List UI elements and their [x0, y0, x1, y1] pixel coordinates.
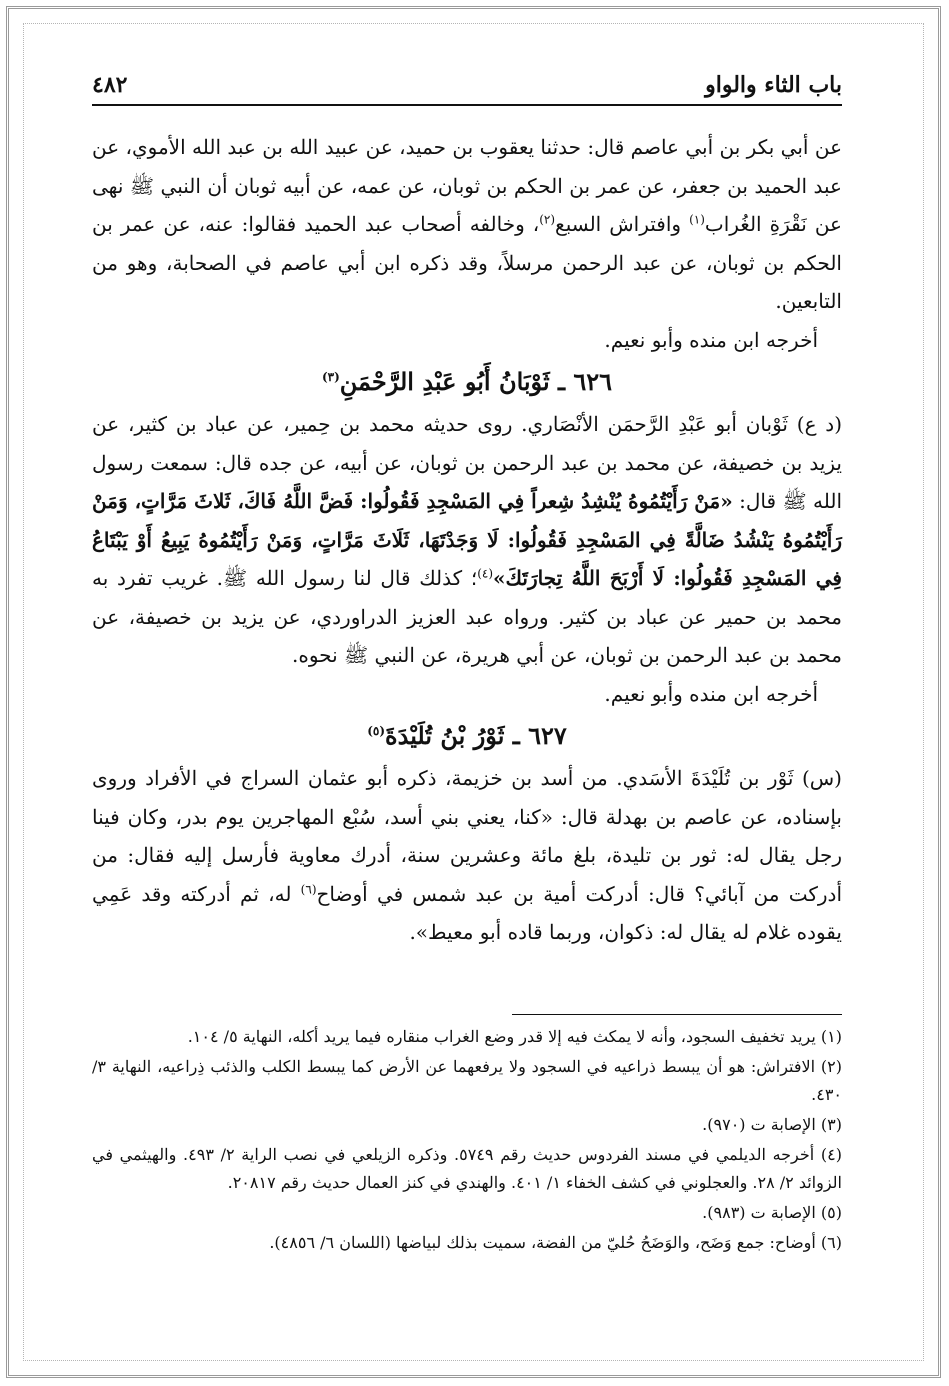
paragraph-3-text: (س) ثَوْر بن تُلَيْدَةَ الأسَدي. من أسد بن خزيمة، ذكره أبو عثمان السراج في الأفراد وروى بإسناده، عن عاصم بن بهدلة قال: «كنا، يعني بني أسد، سُبْع المهاجرين يوم بدر، وكان فينا رجل يقال له: ثور بن تليدة، بلغ مائة وعشرين سنة، أدرك معاوية فأرسل إليه فقال: من أدركت من آبائي؟ قال: أدركت أمية بن عبد شمس في أوضاح [92, 766, 842, 906]
paragraph-2 [92, 405, 842, 675]
source-note-2: أخرجه ابن منده وأبو نعيم. [604, 681, 818, 706]
paragraph-1-mid: وافتراش السبع [555, 212, 690, 236]
footnote-4: (٤) أخرجه الديلمي في مسند الفردوس حديث رقم ٥٧٤٩. وذكره الزيلعي في نصب الراية ٢/ ٤٩٣. والهيثمي في الزوائد ٢/ ٢٨. والعجلوني في كشف الخفاء ١/ ٤٠١. والهندي في كنز العمال حديث رقم ٢٠٨١٧. [92, 1144, 843, 1192]
footnote-ref-5: (٥) [367, 724, 386, 738]
footnote-3: (٣) الإصابة ت (٩٧٠). [702, 1114, 842, 1134]
footnote-ref-3: (٣) [321, 370, 340, 384]
book-page [92, 70, 842, 1259]
footnote-ref-2: (٢) [539, 212, 556, 227]
paragraph-2-text: (د ع) ثَوْبان أبو عَبْدِ الرَّحمَن الأنْصَاري. روى حديثه محمد بن حِمير، عن عباد بن كثير، عن يزيد بن خصيفة، عن محمد بن عبد الرحمن بن ثوبان، عن أبيه، عن جده قال: سمعت رسول الله ﷺ قال: [92, 412, 842, 513]
source-note-1: أخرجه ابن منده وأبو نعيم. [604, 327, 818, 352]
page-header [92, 70, 842, 106]
footnote-ref-6: (٦) [300, 881, 317, 896]
footnote-ref-4: (٤) [477, 566, 494, 581]
entry-626-title [92, 361, 842, 403]
main-text [92, 128, 842, 952]
footnote-ref-1: (١) [689, 212, 705, 227]
page-number: ٤٨٢ [92, 72, 128, 98]
paragraph-1-end: ، وخالفه أصحاب عبد الحميد فقالوا: عنه، عن عمر بن الحكم بن ثوبان، عن عبد الرحمن مرسلاً، وقد ذكره ابن أبي عاصم في الصحابة، وهو من التابعين. [92, 212, 842, 313]
paragraph-1-text: عن أبي بكر بن أبي عاصم قال: حدثنا يعقوب بن حميد، عن عبيد الله بن عبد الله الأموي، عن عبد الحميد بن جعفر، عن عمر بن الحكم بن ثوبان، عن عمه، عن أبيه ثوبان أن النبي ﷺ نهى عن نَقْرَةِ الغُراب [92, 135, 842, 236]
entry-627-title [92, 715, 842, 757]
footnotes [92, 1023, 842, 1257]
chapter-title: باب الثاء والواو [705, 72, 842, 98]
paragraph-3-end: له، ثم أدركته وقد عَمِي يقوده غلام له يقال له: ذكوان، وربما قاده أبو معيط». [92, 881, 842, 944]
paragraph-2-end: ؛ كذلك قال لنا رسول الله ﷺ. غريب تفرد به محمد بن حمير عن عباد بن كثير. ورواه عبد العزيز الدراوردي، عن يزيد بن خصيفة، عن محمد بن عبد الرحمن بن ثوبان، عن أبي هريرة، عن النبي ﷺ نحوه. [92, 566, 842, 667]
footnote-1: (١) يريد تخفيف السجود، وأنه لا يمكث فيه إلا قدر وضع الغراب منقاره فيما يريد أكله، النهاية ٥/ ١٠٤. [187, 1026, 842, 1046]
paragraph-3 [92, 759, 842, 952]
footnote-5: (٥) الإصابة ت (٩٨٣). [702, 1202, 842, 1222]
footnote-6: (٦) أوضاح: جمع وَضَح، والوَضَحُ حُليّ من الفضة، سميت بذلك لبياضها (اللسان ٦/ ٤٨٥٦). [269, 1232, 842, 1252]
footnote-2: (٢) الافتراش: هو أن يبسط ذراعيه في السجود ولا يرفعهما عن الأرض كما يبسط الكلب والذئب ذِراعيه، النهاية ٣/ ٤٣٠. [92, 1056, 843, 1104]
paragraph-1 [92, 128, 842, 321]
footnote-divider [512, 1014, 842, 1015]
entry-626-heading: ٦٢٦ ـ ثَوْبَانُ أَبُو عَبْدِ الرَّحْمَنِ [339, 367, 613, 396]
entry-627-heading: ٦٢٧ ـ ثَوْرُ بْنُ تُلَيْدَةَ [385, 721, 567, 750]
hadith-quote: «مَنْ رَأَيْتُمُوهُ يُنْشِدُ شِعراً فِي المَسْجِدِ فَقُولُوا: فَضَّ اللَّهُ فَاكَ، ثَلاثَ مَرَّاتٍ، وَمَنْ رَأَيْتُمُوهُ يَنْشُدُ ضَالَّةً فِي المَسْجِدِ فَقُولُوا: لَا وَجَدْتَهَا، ثَلَاثَ مَرَّاتٍ، وَمَنْ رَأَيْتُمُوهُ يَبِيعُ أَوْ يَبْتَاعُ فِي المَسْجِدِ فَقُولُوا: لَا أَرْبَحَ اللَّهُ تِجارَتَكَ» [92, 489, 842, 590]
